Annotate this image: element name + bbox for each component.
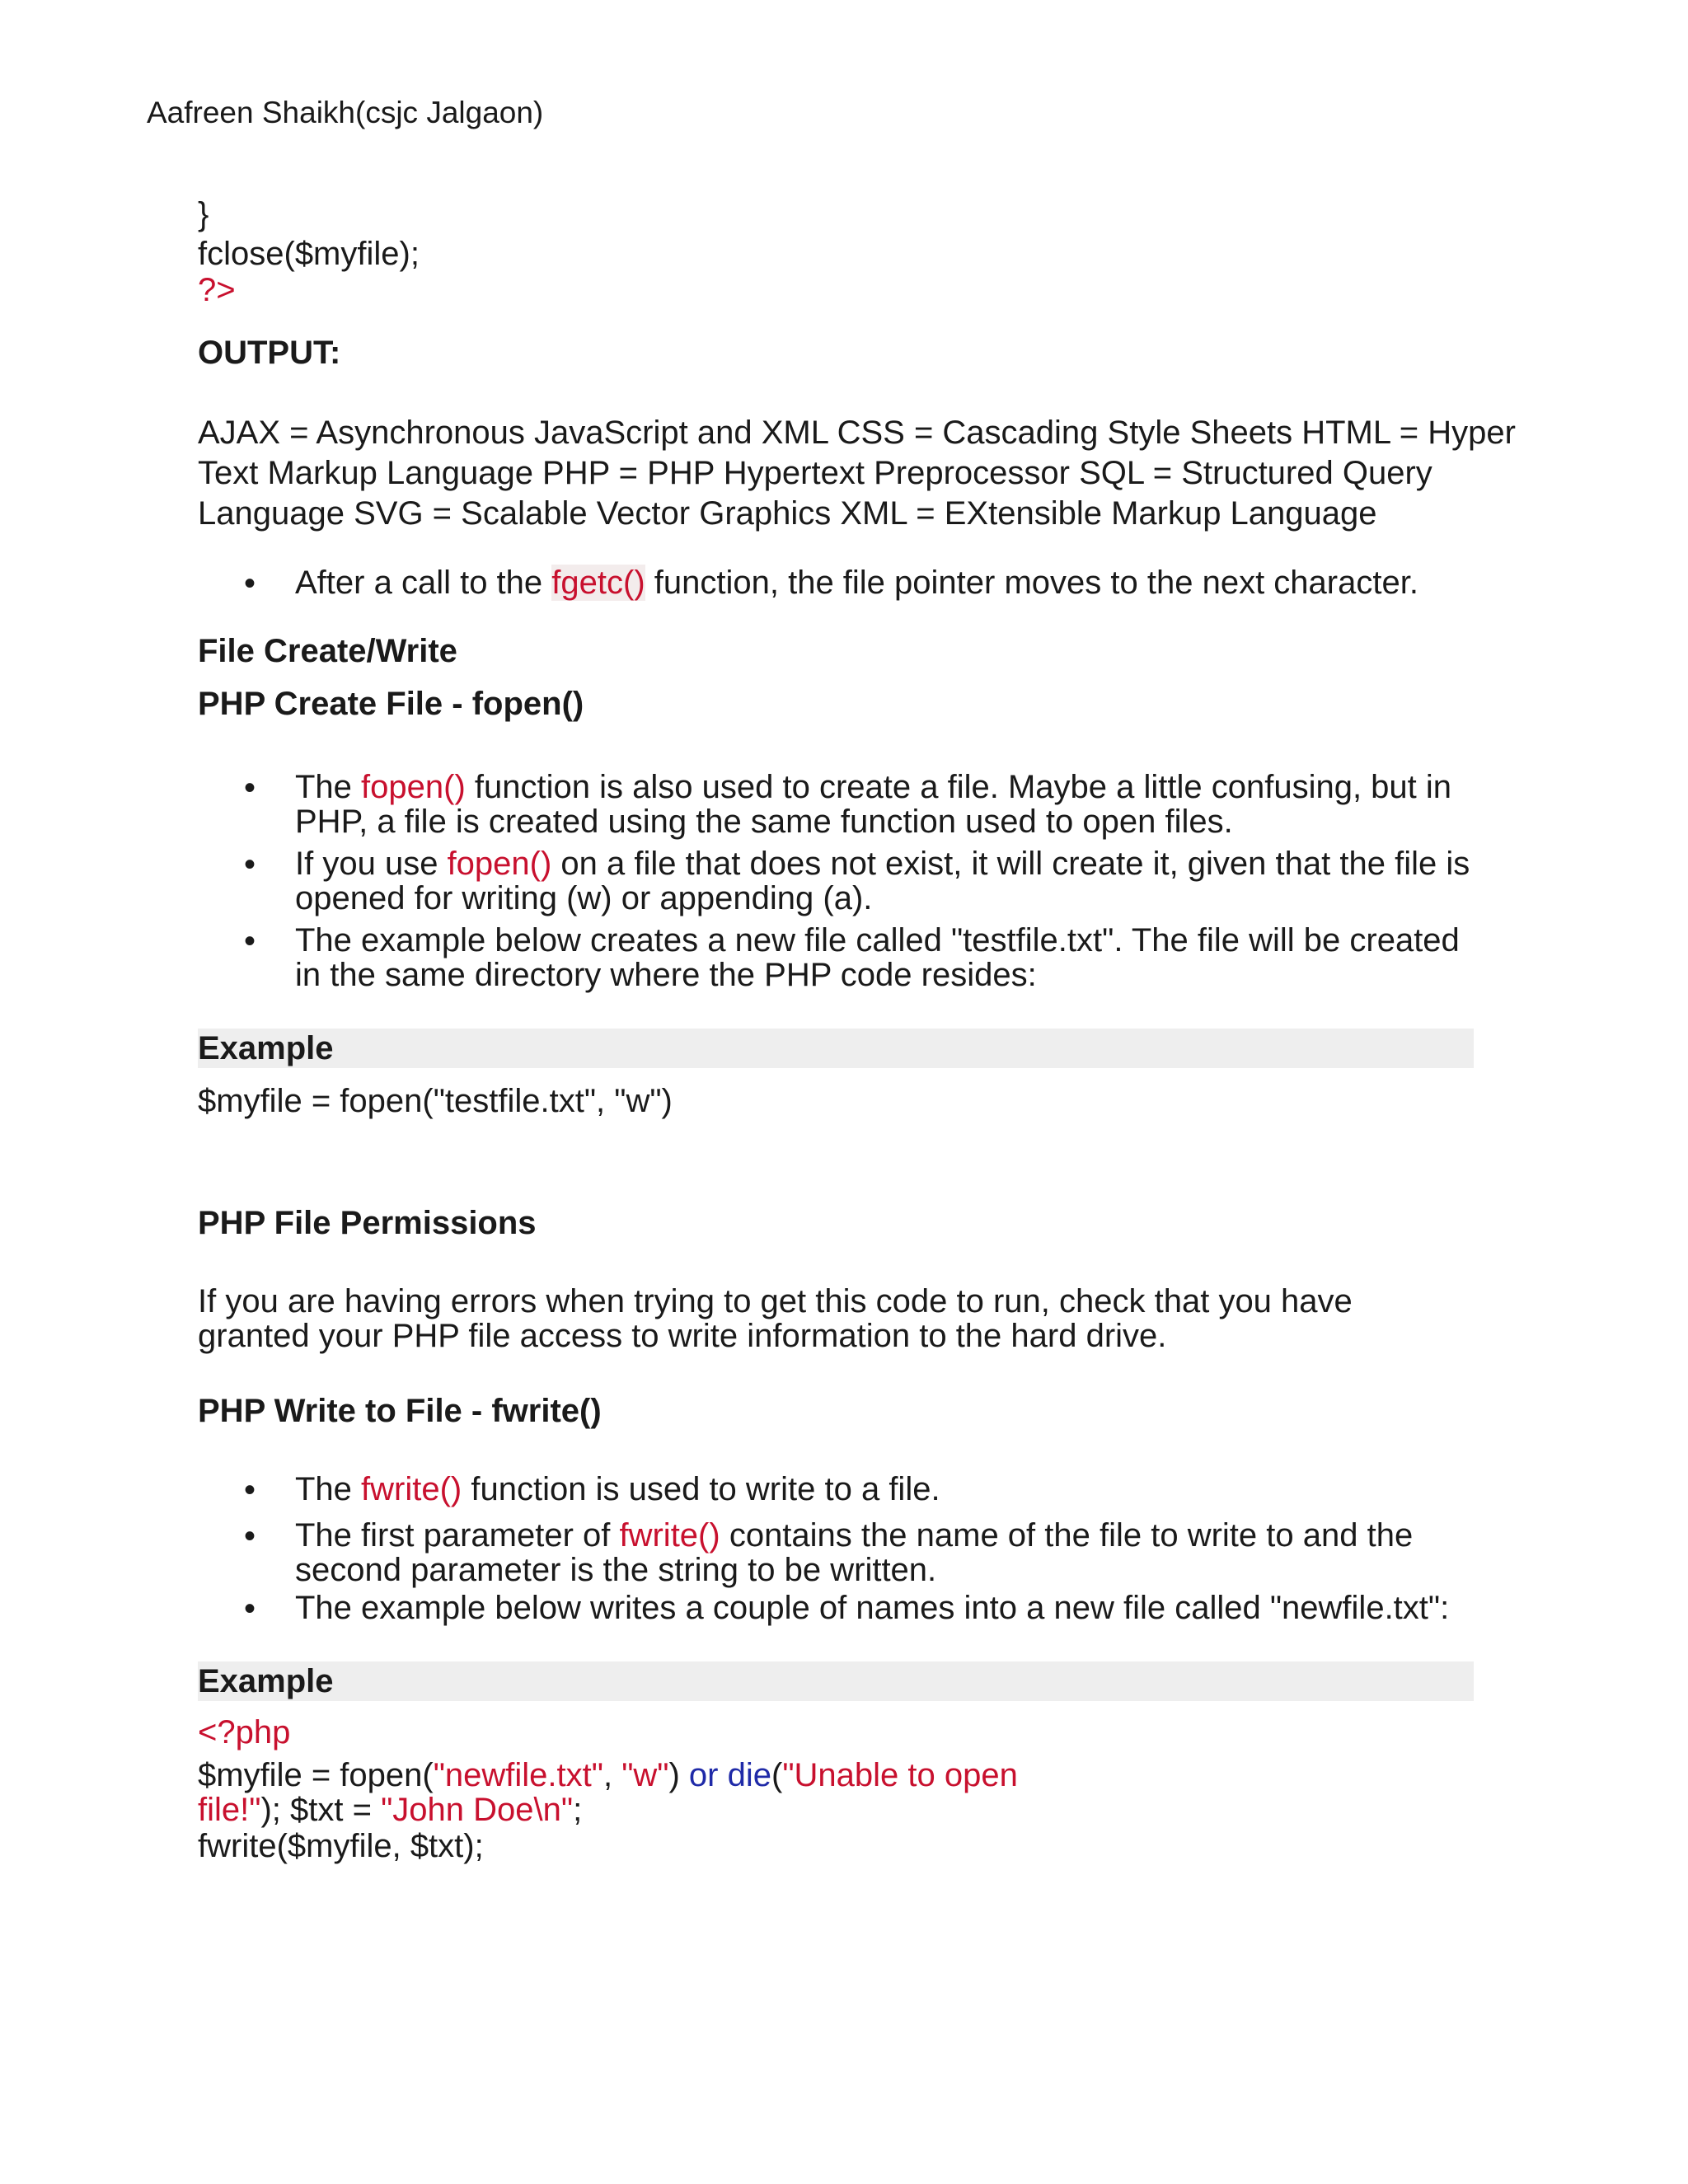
code-fwrite: fwrite($myfile, $txt); — [198, 1828, 484, 1864]
string-literal: "w" — [621, 1757, 669, 1793]
code-fopen-or-die — [198, 1757, 1018, 1794]
bullet-write-1 — [295, 1472, 940, 1507]
text: ; — [573, 1792, 583, 1828]
bullet-glyph: • — [244, 1518, 256, 1554]
bullet-fgetc — [295, 565, 1418, 600]
text: , — [603, 1757, 622, 1793]
string-literal: "Unable to open — [782, 1757, 1018, 1793]
inline-code-fopen: fopen() — [447, 846, 552, 882]
text: contains the name of the file to write to and the — [720, 1517, 1414, 1554]
bullet-write-2 — [295, 1518, 1413, 1587]
bullet-glyph: • — [244, 1472, 256, 1508]
keyword: or die — [688, 1757, 771, 1793]
inline-code-fwrite: fwrite() — [619, 1517, 720, 1554]
heading-php-write-file: PHP Write to File - fwrite() — [198, 1393, 602, 1429]
bullet-glyph: • — [244, 565, 256, 602]
bullet-create-2 — [295, 846, 1470, 916]
heading-php-file-permissions: PHP File Permissions — [198, 1205, 537, 1241]
string-literal: "newfile.txt" — [433, 1757, 603, 1793]
bullet-write-3 — [295, 1591, 1449, 1625]
text: The — [295, 1471, 362, 1507]
inline-code-fopen: fopen() — [361, 769, 466, 805]
bullet-glyph: • — [244, 923, 256, 959]
output-line-3: Language SVG = Scalable Vector Graphics XML = EXtensible Markup Language — [198, 495, 1377, 532]
text: opened for writing (w) or appending (a). — [295, 880, 873, 916]
output-line-1: AJAX = Asynchronous JavaScript and XML CSS = Cascading Style Sheets HTML = Hyper — [198, 415, 1516, 451]
text: After a call to the — [295, 565, 552, 601]
text: function is used to write to a file. — [462, 1471, 940, 1507]
text: function, the file pointer moves to the next character. — [645, 565, 1418, 601]
example-code-fopen: $myfile = fopen("testfile.txt", "w") — [198, 1083, 673, 1119]
string-literal: file!" — [198, 1792, 261, 1828]
bullet-create-3 — [295, 923, 1460, 992]
example-header-bar — [198, 1661, 1474, 1701]
code-php-close-tag: ?> — [198, 272, 236, 308]
code-txt-assign — [198, 1792, 582, 1829]
heading-php-create-file: PHP Create File - fopen() — [198, 686, 584, 722]
text: ) — [668, 1757, 689, 1793]
example-title: Example — [198, 1030, 334, 1066]
output-line-2: Text Markup Language PHP = PHP Hypertext Preprocessor SQL = Structured Query — [198, 455, 1432, 491]
bullet-glyph: • — [244, 770, 256, 806]
text: ); $txt = — [260, 1792, 382, 1828]
code-fclose: fclose($myfile); — [198, 236, 420, 272]
text: If you are having errors when trying to get this code to run, check that you have — [198, 1283, 1353, 1319]
output-heading: OUTPUT: — [198, 335, 341, 371]
text: The first parameter of — [295, 1517, 620, 1554]
text: PHP, a file is created using the same function used to open files. — [295, 804, 1233, 840]
heading-file-create-write: File Create/Write — [198, 633, 457, 669]
text: The — [295, 769, 362, 805]
text: function is also used to create a file. Maybe a little confusing, but in — [465, 769, 1452, 805]
code-closing-brace: } — [198, 196, 209, 232]
inline-code-fwrite: fwrite() — [361, 1471, 462, 1507]
text: If you use — [295, 846, 448, 882]
example-title: Example — [198, 1663, 334, 1699]
bullet-glyph: • — [244, 1591, 256, 1627]
text: The example below creates a new file called "testfile.txt". The file will be created — [295, 922, 1460, 958]
text: on a file that does not exist, it will create it, given that the file is — [551, 846, 1470, 882]
text: second parameter is the string to be written. — [295, 1552, 937, 1588]
string-literal: "John Doe\n" — [381, 1792, 574, 1828]
text: $myfile = fopen( — [198, 1757, 434, 1793]
text: The example below writes a couple of names into a new file called "newfile.txt": — [295, 1590, 1450, 1626]
text: ( — [771, 1757, 783, 1793]
code-php-open-tag: <?php — [198, 1714, 291, 1750]
text: granted your PHP file access to write information to the hard drive. — [198, 1318, 1167, 1354]
bullet-glyph: • — [244, 846, 256, 883]
example-header-bar — [198, 1029, 1474, 1068]
permissions-paragraph — [198, 1284, 1353, 1353]
bullet-create-1 — [295, 770, 1451, 839]
text: in the same directory where the PHP code resides: — [295, 957, 1037, 993]
page-header-author: Aafreen Shaikh(csjc Jalgaon) — [147, 96, 544, 129]
inline-code-fgetc: fgetc() — [551, 565, 645, 601]
